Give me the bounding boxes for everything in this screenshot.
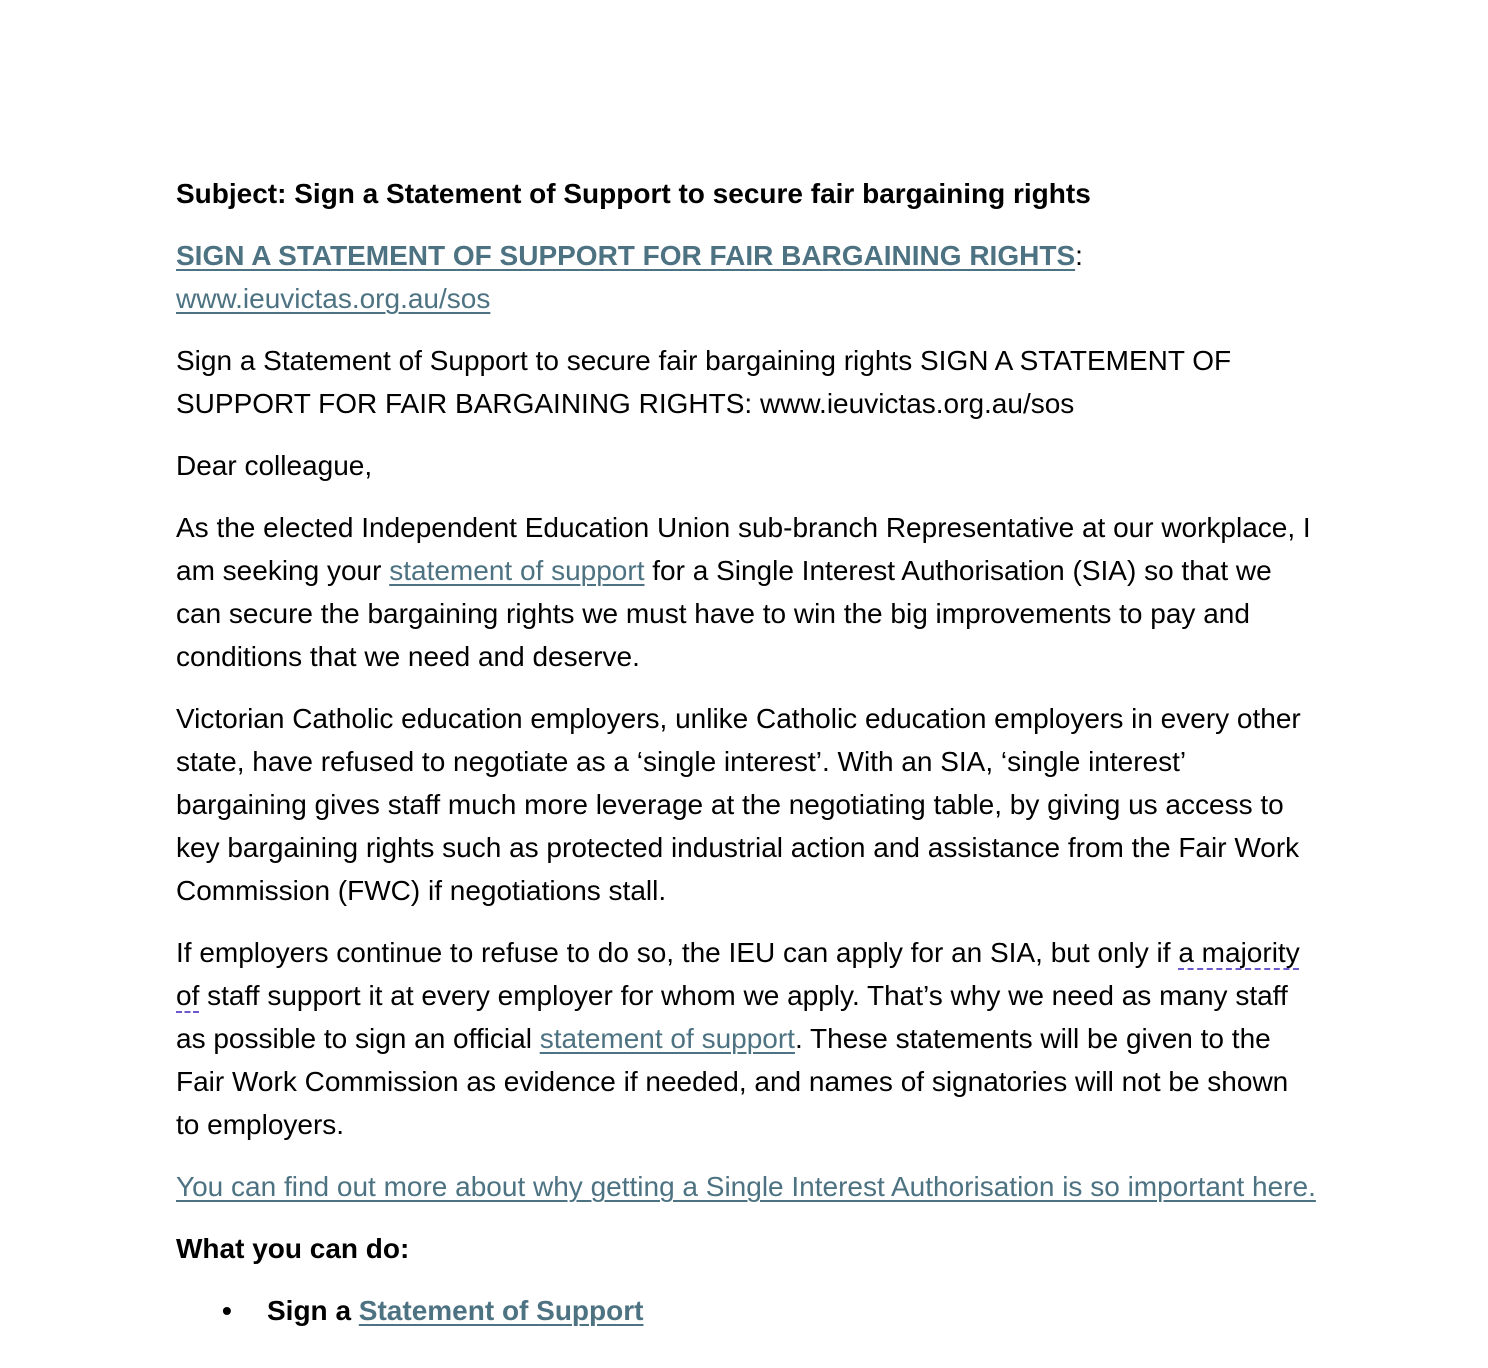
- paragraph-employers: Victorian Catholic education employers, unlike Catholic education employers in every other state, have refused to negotiate as a ‘single interest’. With an SIA, ‘single interest’ bargaining gives staff much more leverage at the negotiating table, by giving us access to key bargaining rights such as protected industrial action and assistance from the Fair Work Commission (FWC) if negotiations stall.: [176, 703, 1301, 906]
- statement-of-support-action-link[interactable]: Statement of Support: [358, 1295, 644, 1326]
- paragraph-sia-after: . These statements will be given to the Fair Work Commission as evidence if needed, and names of signatories will not be shown to employers.: [176, 1023, 1289, 1140]
- subject-line: Subject: Sign a Statement of Support to secure fair bargaining rights: [176, 178, 1091, 209]
- statement-of-support-link-2[interactable]: statement of support: [539, 1023, 795, 1054]
- email-body: [176, 172, 1316, 1332]
- paragraph-sia-before: If employers continue to refuse to do so, the IEU can apply for an SIA, but only if: [176, 937, 1179, 968]
- sign-statement-link[interactable]: SIGN A STATEMENT OF SUPPORT FOR FAIR BARGAINING RIGHTS: [176, 240, 1076, 271]
- action-list: [176, 1289, 1316, 1332]
- statement-of-support-link[interactable]: statement of support: [389, 555, 645, 586]
- action-prefix: Sign a: [267, 1295, 359, 1326]
- preheader-text: Sign a Statement of Support to secure fair bargaining rights SIGN A STATEMENT OF SUPPORT FOR FAIR BARGAINING RIGHTS: www.ieuvictas.org.au/sos: [176, 345, 1232, 419]
- greeting: Dear colleague,: [176, 450, 373, 481]
- paragraph-intro-before: As the elected Independent Education Union sub-branch Representative at our workplace, I am seeking your: [176, 512, 1311, 586]
- paragraph-intro: [176, 506, 1316, 678]
- what-you-can-do-heading: What you can do:: [176, 1233, 410, 1264]
- sos-url-link[interactable]: www.ieuvictas.org.au/sos: [176, 283, 491, 314]
- grammar-flagged-text[interactable]: a majority of: [176, 937, 1300, 1011]
- paragraph-intro-after: for a Single Interest Authorisation (SIA) so that we can secure the bargaining rights we must have to win the big improvements to pay and conditions that we need and deserve.: [176, 555, 1272, 672]
- sign-heading: [176, 234, 1316, 320]
- paragraph-sia-apply: [176, 931, 1316, 1146]
- list-item: [176, 1289, 1316, 1332]
- paragraph-sia-middle: staff support it at every employer for whom we apply. That’s why we need as many staff as possible to sign an official: [176, 980, 1288, 1054]
- find-out-more-link[interactable]: You can find out more about why getting a Single Interest Authorisation is so important here.: [176, 1171, 1316, 1202]
- sign-colon: :: [1075, 240, 1083, 271]
- bullet-icon: •: [222, 1295, 232, 1326]
- find-out-more-paragraph: [176, 1165, 1316, 1208]
